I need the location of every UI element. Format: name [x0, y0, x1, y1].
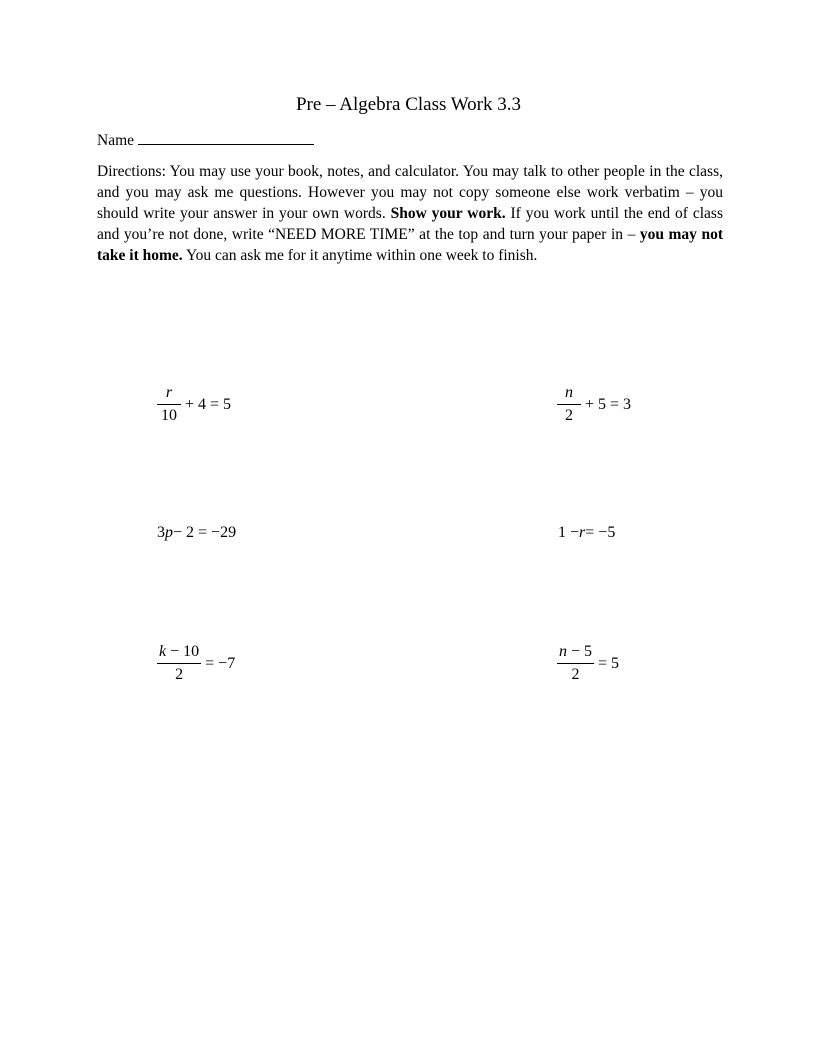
name-label: Name — [97, 132, 135, 149]
problem-3-variable: p — [165, 524, 173, 541]
problem-6-numerator-variable: n — [559, 643, 567, 660]
problem-1-fraction — [157, 384, 181, 425]
problem-1 — [157, 384, 231, 425]
problem-5-rest: = −7 — [205, 654, 236, 672]
page-title: Pre – Algebra Class Work 3.3 — [295, 94, 522, 115]
problem-6-rest: = 5 — [598, 654, 620, 672]
problem-4 — [558, 524, 615, 542]
problem-6-denominator: 2 — [571, 666, 580, 683]
problem-5-fraction — [157, 643, 201, 684]
problem-5-numerator — [157, 643, 201, 664]
directions-text-2: If you work until the end of class and you’re not done, write “NEED MORE TIME” at the top and turn your paper in – — [97, 205, 723, 243]
problem-5 — [157, 643, 235, 684]
problem-1-rest: + 4 = 5 — [185, 395, 232, 413]
problem-1-numerator: r — [157, 384, 181, 405]
problem-4-variable: r — [579, 524, 586, 541]
directions-text-3: You can ask me for it anytime within one week to finish. — [182, 247, 538, 264]
problem-5-numerator-rest: − 10 — [166, 643, 200, 660]
directions-bold-1: Show your work. — [390, 205, 506, 222]
problem-4-rest: = −5 — [585, 524, 616, 541]
problem-5-numerator-variable: k — [159, 643, 167, 660]
problem-3 — [157, 524, 236, 542]
problem-3-rest: − 2 = −29 — [173, 524, 237, 541]
name-blank-line — [138, 130, 314, 145]
problem-2-fraction — [557, 384, 581, 425]
problem-2-numerator: n — [557, 384, 581, 405]
problem-5-denominator: 2 — [175, 666, 184, 683]
problem-1-denominator: 10 — [161, 407, 177, 424]
directions-paragraph — [97, 161, 723, 266]
problem-6 — [557, 643, 619, 684]
directions-bold-2: you may not take it home. — [97, 226, 723, 264]
problem-4-lead: 1 − — [558, 524, 580, 541]
problem-2-denominator: 2 — [565, 407, 573, 424]
problem-6-numerator — [557, 643, 594, 664]
problem-2-rest: + 5 = 3 — [585, 395, 632, 413]
problem-3-coefficient: 3 — [157, 524, 165, 541]
name-field — [97, 130, 314, 150]
directions-text-1: Directions: You may use your book, notes, and calculator. You may talk to other people in the class, and you may ask me questions. However you may not copy someone else work verbatim – you should write your answer in your own words. — [97, 163, 723, 222]
problem-6-numerator-rest: − 5 — [567, 643, 593, 660]
problem-2 — [557, 384, 631, 425]
problem-6-fraction — [557, 643, 594, 684]
